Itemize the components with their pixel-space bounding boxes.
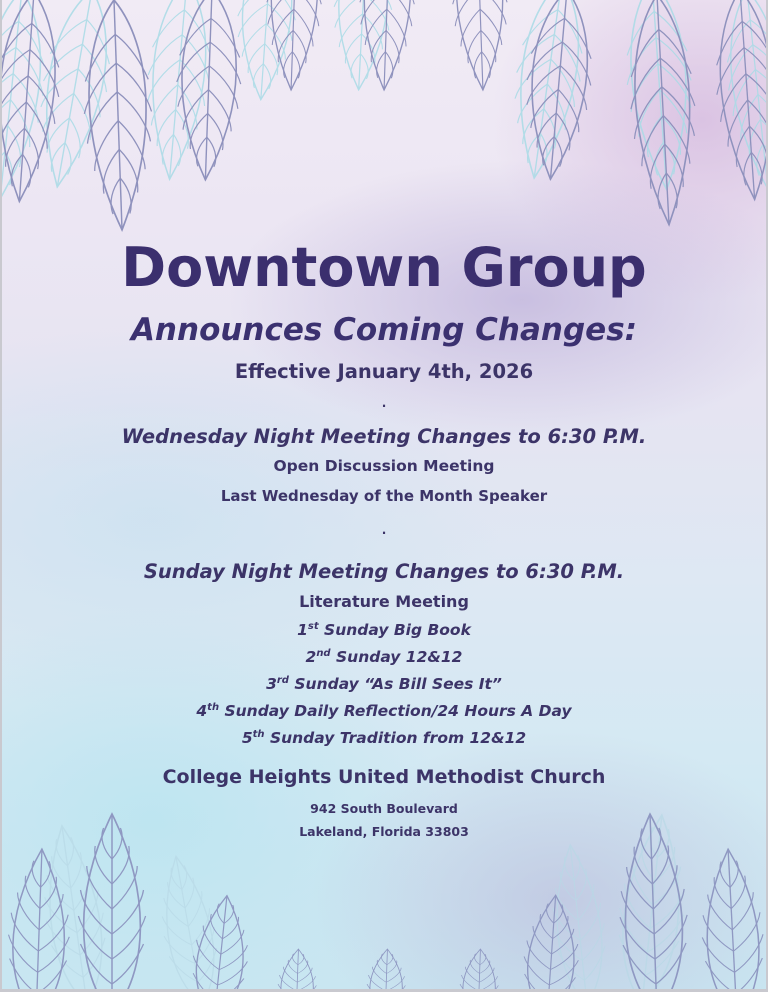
rising-leaves-icon xyxy=(2,789,766,989)
sunday-schedule-item xyxy=(2,702,766,720)
schedule-text: Sunday 12&12 xyxy=(336,648,463,666)
effective-date: Effective January 4th, 2026 xyxy=(234,360,534,383)
schedule-text: Sunday “As Bill Sees It” xyxy=(294,675,502,693)
sunday-schedule-item xyxy=(2,729,766,747)
ordinal-number: 2 xyxy=(305,648,317,666)
schedule-text: Sunday Tradition from 12&12 xyxy=(269,729,527,747)
venue-name: College Heights United Methodist Church xyxy=(162,766,606,788)
separator-dot: . xyxy=(381,396,387,410)
page-subtitle: Announces Coming Changes: xyxy=(130,312,638,348)
sunday-schedule-item xyxy=(2,675,766,693)
sunday-schedule-item xyxy=(2,648,766,666)
ordinal-suffix: th xyxy=(207,702,220,713)
ordinal-number: 3 xyxy=(266,675,277,693)
ordinal-suffix: st xyxy=(307,621,319,632)
flyer-page xyxy=(2,0,766,989)
hanging-leaves-icon xyxy=(2,0,766,250)
wednesday-meeting-heading: Wednesday Night Meeting Changes to 6:30 P.M. xyxy=(121,425,647,448)
venue-street: 942 South Boulevard xyxy=(310,801,458,816)
wednesday-speaker-note: Last Wednesday of the Month Speaker xyxy=(220,487,548,505)
page-title: Downtown Group xyxy=(121,236,647,299)
ordinal-suffix: rd xyxy=(276,675,289,686)
venue-city: Lakeland, Florida 33803 xyxy=(299,824,469,839)
ordinal-suffix: th xyxy=(252,729,265,740)
sunday-schedule-item xyxy=(2,621,766,639)
ordinal-number: 4 xyxy=(196,702,208,720)
sunday-meeting-format: Literature Meeting xyxy=(299,592,469,611)
sunday-meeting-heading: Sunday Night Meeting Changes to 6:30 P.M. xyxy=(143,560,625,583)
schedule-text: Sunday Big Book xyxy=(324,621,471,639)
separator-dot: . xyxy=(381,523,387,537)
ordinal-number: 5 xyxy=(241,729,253,747)
ordinal-number: 1 xyxy=(297,621,308,639)
schedule-text: Sunday Daily Reflection/24 Hours A Day xyxy=(224,702,572,720)
ordinal-suffix: nd xyxy=(316,648,331,659)
wednesday-meeting-format: Open Discussion Meeting xyxy=(273,457,495,475)
